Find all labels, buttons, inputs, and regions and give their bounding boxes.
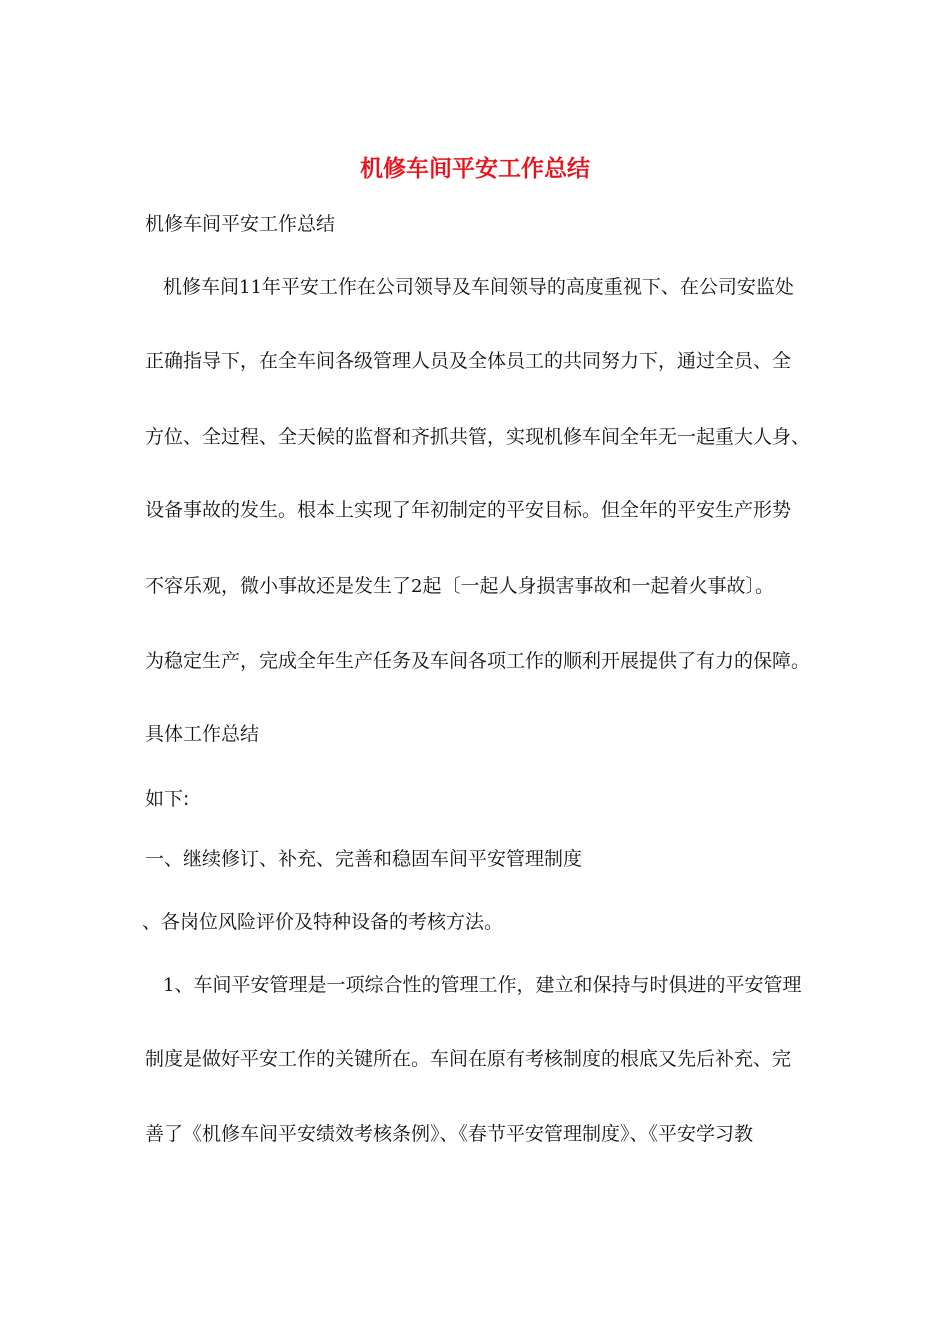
line-text: 年平安工作在公司领导及车间领导的高度重视下、在公司安监处 bbox=[261, 276, 794, 298]
paragraph-line bbox=[163, 274, 794, 301]
paragraph-line: 、各岗位风险评价及特种设备的考核方法。 bbox=[142, 911, 504, 933]
document-subtitle: 机修车间平安工作总结 bbox=[145, 213, 336, 235]
document-title: 机修车间平安工作总结 bbox=[360, 156, 590, 182]
paragraph-line: 为稳定生产，完成全年生产任务及车间各项工作的顺利开展提供了有力的保障。 bbox=[145, 650, 811, 672]
line-text: 不容乐观，微小事故还是发生了 bbox=[145, 575, 412, 597]
line-number: 2 bbox=[411, 576, 423, 597]
paragraph-line: 如下: bbox=[145, 788, 190, 810]
paragraph-line: 方位、全过程、全天候的监督和齐抓共管，实现机修车间全年无一起重大人身、 bbox=[145, 426, 811, 448]
line-number: 1 bbox=[163, 975, 175, 996]
paragraph-line: 善了《机修车间平安绩效考核条例》、《春节平安管理制度》、《平安学习教 bbox=[145, 1123, 754, 1145]
line-text: 起〔一起人身损害事故和一起着火事故〕。 bbox=[422, 575, 774, 597]
paragraph-line bbox=[163, 972, 801, 999]
paragraph-line: 制度是做好平安工作的关键所在。车间在原有考核制度的根底又先后补充、完 bbox=[145, 1048, 792, 1070]
paragraph-line: 设备事故的发生。根本上实现了年初制定的平安目标。但全年的平安生产形势 bbox=[145, 499, 792, 521]
paragraph-line: 正确指导下，在全车间各级管理人员及全体员工的共同努力下，通过全员、全 bbox=[145, 350, 792, 372]
section-heading: 一、继续修订、补充、完善和稳固车间平安管理制度 bbox=[145, 848, 583, 870]
line-number: 11 bbox=[239, 277, 262, 298]
line-text: 机修车间 bbox=[163, 276, 240, 298]
paragraph-line bbox=[145, 573, 774, 600]
line-text: 、车间平安管理是一项综合性的管理工作，建立和保持与时俱进的平安管理 bbox=[174, 974, 802, 996]
section-heading: 具体工作总结 bbox=[145, 723, 260, 745]
